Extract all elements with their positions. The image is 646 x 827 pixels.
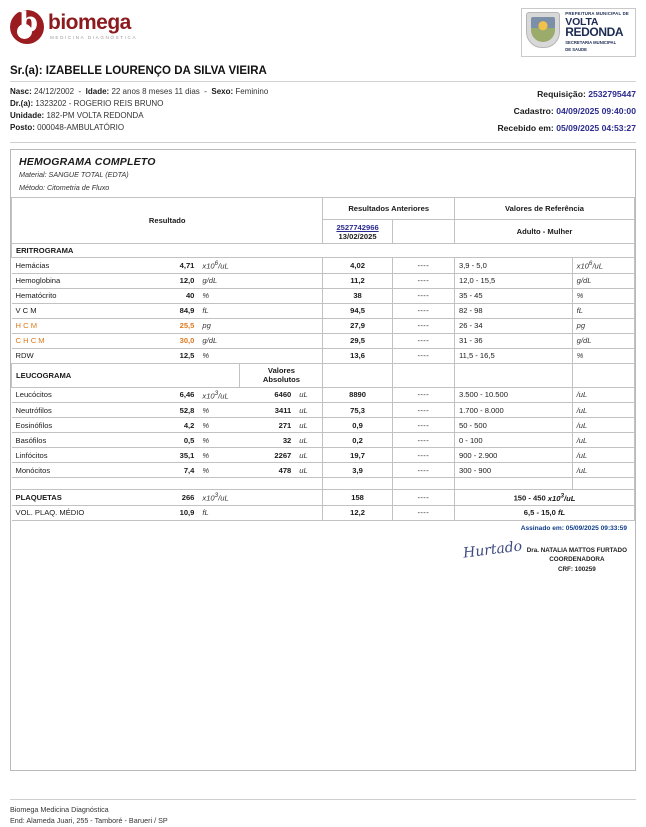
row-prev: 158 bbox=[323, 490, 392, 506]
label-cadastro: Cadastro: bbox=[513, 105, 554, 116]
row-ref: 31 - 36 bbox=[454, 333, 572, 348]
row-label: Hemácias bbox=[12, 258, 137, 274]
row-ref: 12,0 - 15,5 bbox=[454, 273, 572, 288]
previous-result-link[interactable] bbox=[323, 220, 392, 244]
seal-line-saude: DE SAUDE bbox=[565, 47, 587, 53]
row-ref-unit: /uL bbox=[572, 433, 634, 448]
table-row bbox=[12, 318, 635, 333]
row-ref: 11,5 - 16,5 bbox=[454, 348, 572, 363]
row-label: H C M bbox=[12, 318, 137, 333]
table-row bbox=[12, 273, 635, 288]
patient-info bbox=[10, 82, 636, 136]
row-ref: 1.700 - 8.000 bbox=[454, 403, 572, 418]
report-footer bbox=[10, 799, 636, 827]
row-prev2: ---- bbox=[392, 448, 454, 463]
row-value: 84,9 bbox=[136, 303, 198, 318]
label-dr: Dr.(a): bbox=[10, 99, 34, 109]
row-ref-unit: % bbox=[572, 288, 634, 303]
exam-card bbox=[10, 149, 636, 770]
row-unit: fL bbox=[198, 303, 240, 318]
table-row bbox=[12, 303, 635, 318]
value-idade: 22 anos 8 meses 11 dias bbox=[111, 87, 200, 96]
row-prev: 3,9 bbox=[323, 463, 392, 478]
patient-birth-row: Nasc: 24/12/2002 - Idade: 22 anos 8 meses 11 dias - Sexo: Feminino bbox=[10, 87, 269, 96]
patient-post-row bbox=[10, 122, 268, 134]
row-value: 30,0 bbox=[136, 333, 198, 348]
table-row bbox=[12, 288, 635, 303]
header-divider bbox=[10, 142, 636, 143]
value-unidade: 182-PM VOLTA REDONDA bbox=[46, 111, 144, 121]
coat-of-arms-icon bbox=[526, 12, 560, 48]
row-prev2: ---- bbox=[392, 433, 454, 448]
label-unidade: Unidade: bbox=[10, 111, 45, 121]
row-label: Leucócitos bbox=[12, 387, 137, 403]
row-ref-unit: /uL bbox=[572, 463, 634, 478]
label-recebido: Recebido em: bbox=[497, 122, 554, 133]
row-label: Linfócitos bbox=[12, 448, 137, 463]
table-row bbox=[12, 333, 635, 348]
row-value: 4,71 bbox=[136, 258, 198, 274]
row-prev2: ---- bbox=[392, 288, 454, 303]
label-sexo: Sexo: bbox=[211, 87, 234, 96]
value-posto: 000048-AMBULATÓRIO bbox=[37, 123, 125, 133]
row-ref-unit: /uL bbox=[572, 387, 634, 403]
row-ref-unit: fL bbox=[572, 303, 634, 318]
table-row bbox=[12, 433, 635, 448]
ref-subheader: Adulto - Mulher bbox=[454, 220, 634, 244]
report-header bbox=[10, 8, 636, 60]
row-prev: 75,3 bbox=[323, 403, 392, 418]
section-header-leucograma: LEUCOGRAMA bbox=[12, 363, 240, 387]
row-unit: % bbox=[198, 448, 240, 463]
exam-method: Método: Citometria de Fluxo bbox=[19, 182, 110, 192]
value-requisicao: 2532795447 bbox=[588, 89, 636, 99]
row-ref-unit: % bbox=[572, 348, 634, 363]
label-idade: Idade: bbox=[85, 87, 110, 96]
row-value: 12,0 bbox=[136, 273, 198, 288]
row-prev: 19,7 bbox=[323, 448, 392, 463]
row-label: Hemoglobina bbox=[12, 273, 137, 288]
row-ref-unit: /uL bbox=[572, 418, 634, 433]
row-prev2: ---- bbox=[392, 505, 454, 520]
col-header-anteriores: Resultados Anteriores bbox=[323, 198, 455, 220]
row-abs-unit: uL bbox=[295, 387, 323, 403]
row-unit: $x10^6/uL$ bbox=[198, 258, 240, 274]
row-label: RDW bbox=[12, 348, 137, 363]
row-unit: % bbox=[198, 288, 240, 303]
previous-result-id[interactable]: 2527742966 bbox=[336, 222, 379, 232]
signed-at: Assinado em: 05/09/2025 09:33:59 bbox=[520, 524, 627, 532]
row-value: 266 bbox=[136, 490, 198, 506]
section-header-eritrograma: ERITROGRAMA bbox=[12, 244, 635, 258]
row-ref: 82 - 98 bbox=[454, 303, 572, 318]
row-label: C H C M bbox=[12, 333, 137, 348]
row-prev: 27,9 bbox=[323, 318, 392, 333]
row-unit: $x10^3/uL$ bbox=[198, 490, 240, 506]
row-prev2: ---- bbox=[392, 348, 454, 363]
row-value: 7,4 bbox=[136, 463, 198, 478]
row-unit: % bbox=[198, 348, 240, 363]
row-value: 6,46 bbox=[136, 387, 198, 403]
row-abs: 6460 bbox=[240, 387, 295, 403]
received-row bbox=[497, 120, 636, 137]
row-ref-unit: $x10^6/uL$ bbox=[572, 258, 634, 274]
patient-unit-row bbox=[10, 110, 268, 122]
row-unit: g/dL bbox=[198, 333, 240, 348]
row-ref: 35 - 45 bbox=[454, 288, 572, 303]
value-recebido: 05/09/2025 04:53:27 bbox=[556, 122, 636, 133]
value-dr: 1323202 - ROGERIO REIS BRUNO bbox=[35, 99, 164, 109]
seal-line-secretaria: SECRETARIA MUNICIPAL bbox=[565, 40, 617, 46]
row-prev: 11,2 bbox=[323, 273, 392, 288]
table-row bbox=[12, 418, 635, 433]
row-abs-unit: uL bbox=[295, 433, 323, 448]
row-abs-unit: uL bbox=[295, 463, 323, 478]
row-abs-unit: uL bbox=[295, 418, 323, 433]
row-ref-unit: g/dL bbox=[572, 333, 634, 348]
results-table bbox=[11, 197, 635, 521]
row-label: Monócitos bbox=[12, 463, 137, 478]
row-ref: 50 - 500 bbox=[454, 418, 572, 433]
row-prev2: ---- bbox=[392, 318, 454, 333]
row-prev2: ---- bbox=[392, 258, 454, 274]
col-header-resultado: Resultado bbox=[12, 198, 323, 244]
row-prev: 94,5 bbox=[323, 303, 392, 318]
row-label: Neutrófilos bbox=[12, 403, 137, 418]
footer-company: Biomega Medicina Diagnóstica bbox=[10, 804, 109, 814]
row-abs: 2267 bbox=[240, 448, 295, 463]
table-row bbox=[12, 448, 635, 463]
row-value: 10,9 bbox=[136, 505, 198, 520]
row-value: 12,5 bbox=[136, 348, 198, 363]
row-prev2: ---- bbox=[392, 463, 454, 478]
previous-result-empty bbox=[392, 220, 454, 244]
row-ref: 0 - 100 bbox=[454, 433, 572, 448]
row-ref: 900 - 2.900 bbox=[454, 448, 572, 463]
row-ref: 6,5 - 15,0 fL bbox=[454, 505, 634, 520]
table-row bbox=[12, 258, 635, 274]
value-nasc: 24/12/2002 bbox=[34, 87, 75, 96]
row-unit: % bbox=[198, 463, 240, 478]
page-title: Sr.(a): IZABELLE LOURENÇO DA SILVA VIEIRA bbox=[10, 62, 636, 82]
row-prev: 13,6 bbox=[323, 348, 392, 363]
signer-role: COORDENADORA bbox=[549, 556, 605, 564]
row-value: 25,5 bbox=[136, 318, 198, 333]
row-label: VOL. PLAQ. MÉDIO bbox=[12, 505, 137, 520]
logo-wordmark: biomega bbox=[48, 11, 131, 34]
row-ref-unit: /uL bbox=[572, 403, 634, 418]
requisition-row bbox=[497, 86, 636, 103]
register-row bbox=[497, 103, 636, 120]
signature-mark: Hurtado bbox=[462, 538, 524, 562]
table-row bbox=[12, 403, 635, 418]
row-value: 0,5 bbox=[136, 433, 198, 448]
abs-values-header: Valores Absolutos bbox=[240, 363, 323, 387]
row-label: Basófilos bbox=[12, 433, 137, 448]
signature-area bbox=[11, 521, 635, 595]
row-abs: 3411 bbox=[240, 403, 295, 418]
row-unit: $x10^3/uL$ bbox=[198, 387, 240, 403]
biomega-logo-icon bbox=[10, 10, 44, 44]
label-posto: Posto: bbox=[10, 123, 35, 133]
row-label: Hematócrito bbox=[12, 288, 137, 303]
patient-doctor-row bbox=[10, 98, 268, 110]
row-unit: % bbox=[198, 433, 240, 448]
seal-line-volta: VOLTA bbox=[565, 15, 599, 28]
row-prev2: ---- bbox=[392, 273, 454, 288]
exam-title: HEMOGRAMA COMPLETO bbox=[19, 156, 156, 169]
signer-crf: CRF: 100259 bbox=[557, 565, 596, 573]
exam-material: Material: SANGUE TOTAL (EDTA) bbox=[19, 170, 129, 180]
row-prev: 0,2 bbox=[323, 433, 392, 448]
row-prev: 29,5 bbox=[323, 333, 392, 348]
row-abs: 478 bbox=[240, 463, 295, 478]
row-prev: 8890 bbox=[323, 387, 392, 403]
row-value: 35,1 bbox=[136, 448, 198, 463]
row-ref: 3.500 - 10.500 bbox=[454, 387, 572, 403]
row-prev: 12,2 bbox=[323, 505, 392, 520]
row-ref: 3,9 - 5,0 bbox=[454, 258, 572, 274]
row-prev2: ---- bbox=[392, 490, 454, 506]
row-ref: 300 - 900 bbox=[454, 463, 572, 478]
row-ref-unit: pg bbox=[572, 318, 634, 333]
logo-tagline: MEDICINA DIAGNÓSTICA bbox=[50, 35, 138, 40]
table-row bbox=[12, 387, 635, 403]
table-row bbox=[12, 348, 635, 363]
row-ref-unit: /uL bbox=[572, 448, 634, 463]
row-abs: 32 bbox=[240, 433, 295, 448]
table-row bbox=[12, 505, 635, 520]
row-unit: % bbox=[198, 403, 240, 418]
seal-line-redonda: REDONDA bbox=[565, 24, 624, 39]
row-value: 52,8 bbox=[136, 403, 198, 418]
footer-address: End: Alameda Juari, 255 - Tamboré - Barueri / SP bbox=[10, 816, 168, 826]
row-label: Eosinófilos bbox=[12, 418, 137, 433]
biomega-logo bbox=[10, 8, 137, 44]
row-prev: 38 bbox=[323, 288, 392, 303]
row-prev: 4,02 bbox=[323, 258, 392, 274]
row-unit: fL bbox=[198, 505, 240, 520]
row-abs-unit: uL bbox=[295, 403, 323, 418]
row-prev2: ---- bbox=[392, 418, 454, 433]
section-header-plaquetas: PLAQUETAS bbox=[12, 490, 137, 506]
row-value: 40 bbox=[136, 288, 198, 303]
table-row bbox=[12, 463, 635, 478]
row-prev2: ---- bbox=[392, 387, 454, 403]
row-unit: pg bbox=[198, 318, 240, 333]
label-requisicao: Requisição: bbox=[537, 89, 586, 99]
row-ref: 26 - 34 bbox=[454, 318, 572, 333]
row-prev: 0,9 bbox=[323, 418, 392, 433]
row-abs-unit: uL bbox=[295, 448, 323, 463]
row-unit: g/dL bbox=[198, 273, 240, 288]
value-cadastro: 04/09/2025 09:40:00 bbox=[556, 105, 636, 116]
signer-name: Dra. NATALIA MATTOS FURTADO bbox=[526, 546, 627, 554]
row-prev2: ---- bbox=[392, 333, 454, 348]
row-ref: 150 - 450 $x10^3/uL$ bbox=[454, 490, 634, 506]
row-unit: % bbox=[198, 418, 240, 433]
previous-result-date: 13/02/2025 bbox=[338, 231, 377, 241]
seal-line-prefeitura: PREFEITURA MUNICIPAL DE bbox=[565, 11, 629, 16]
row-value: 4,2 bbox=[136, 418, 198, 433]
row-abs: 271 bbox=[240, 418, 295, 433]
table-row bbox=[12, 490, 635, 506]
row-prev2: ---- bbox=[392, 403, 454, 418]
row-label: V C M bbox=[12, 303, 137, 318]
row-ref-unit: g/dL bbox=[572, 273, 634, 288]
label-nasc: Nasc: bbox=[10, 87, 32, 96]
municipality-seal bbox=[521, 8, 636, 57]
col-header-referencia: Valores de Referência bbox=[454, 198, 634, 220]
value-sexo: Feminino bbox=[235, 87, 269, 96]
row-prev2: ---- bbox=[392, 303, 454, 318]
card-blank-space bbox=[11, 595, 635, 770]
